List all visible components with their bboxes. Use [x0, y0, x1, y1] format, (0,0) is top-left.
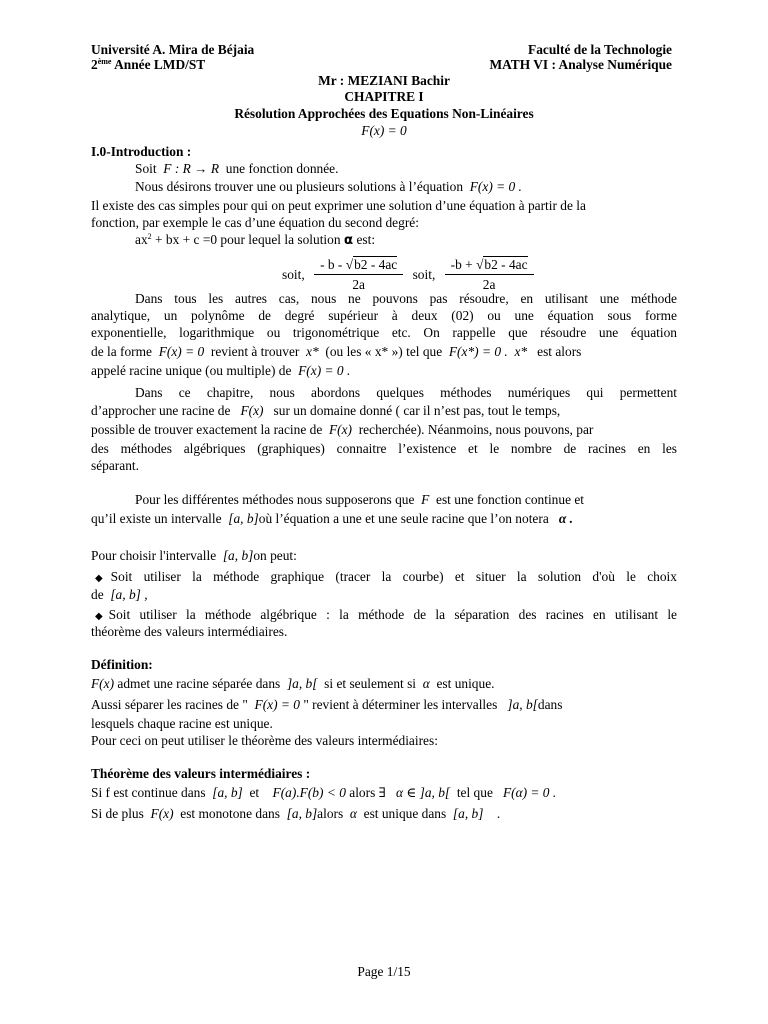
para1-line-4: de la forme F(x) = 0 revient à trouver x* (ou les « x* ») tel que F(x*) = 0 . x* est alors [91, 344, 582, 359]
para1-line-2: analytique, un polynôme de degré supérieur à deux (02) ou une équation sous forme [91, 308, 677, 323]
study-year: 2ème Année LMD/ST [91, 57, 206, 72]
solution-fraction-1: $\frac{- b - √b2 - 4ac}{2a}$ [314, 256, 403, 293]
university-name: Université A. Mira de Béjaia [91, 42, 255, 57]
para2-line-5: séparant. [91, 458, 139, 473]
diamond-bullet-icon: ◆ [95, 573, 111, 584]
para2-line-2: d’approcher une racine de F(x) sur un domaine donné ( car il n’est pas, tout le temps, [91, 403, 561, 418]
intro-line-1: Soit F : R → R une fonction donnée. [135, 161, 339, 176]
choose-interval-line: Pour choisir l'intervalle [a, b]on peut: [91, 548, 297, 563]
definition-line-3: lesquels chaque racine est unique. [91, 716, 273, 731]
theorem-line-1: Si f est continue dans [a, b] et F(a).F(b) < 0 alors ∃ α ∈ ]a, b[ tel que F(α) = 0 . [91, 785, 557, 800]
bullet-2-line-1: ◆Soit utiliser la méthode algébrique : la méthode de la séparation des racines en utilisant le [95, 607, 677, 622]
theorem-line-2: Si de plus F(x) est monotone dans [a, b]alors α est unique dans [a, b] . [91, 806, 501, 821]
definition-heading: Définition: [91, 657, 153, 672]
definition-line-1: F(x) admet une racine séparée dans ]a, b[ si et seulement si α est unique. [91, 676, 495, 691]
para1-line-3: exponentielle, logarithmique ou trigonométrique etc. On rappelle que résoudre une équation [91, 325, 677, 340]
quadratic-solutions: soit, $\frac{- b - √b2 - 4ac}{2a}$ soit, $\frac{-b + √b2 - 4ac}{2a}$ [282, 256, 540, 293]
faculty-name: Faculté de la Technologie [528, 42, 672, 57]
para2-line-1: Dans ce chapitre, nous abordons quelques méthodes numériques qui permettent [135, 385, 677, 400]
bullet-1-line-2: de [a, b] , [91, 587, 148, 602]
para2-line-4: des méthodes algébriques (graphiques) connaitre l’existence et le nombre de racines en les [91, 441, 677, 456]
quadratic-equation: $ax^2$ + bx + c =0 pour lequel la solution α est: [135, 232, 376, 248]
chapter-title: Résolution Approchées des Equations Non-Linéaires [234, 106, 534, 121]
definition-line-4: Pour ceci on peut utiliser le théorème des valeurs intermédiaires: [91, 733, 438, 748]
para1-line-5: appelé racine unique (ou multiple) de F(x) = 0 . [91, 363, 351, 378]
course-name: MATH VI : Analyse Numérique [489, 57, 672, 72]
para1-line-1: Dans tous les autres cas, nous ne pouvons pas résoudre, en utilisant une méthode [135, 291, 677, 306]
main-equation: F(x) = 0 [361, 123, 407, 138]
solution-fraction-2: $\frac{-b + √b2 - 4ac}{2a}$ [445, 256, 534, 293]
intro-line-3: Il existe des cas simples pour qui on peut exprimer une solution d’une équation à partir de la [91, 198, 586, 213]
intro-line-2: Nous désirons trouver une ou plusieurs solutions à l’équation F(x) = 0 . [135, 179, 522, 194]
para2-line-3: possible de trouver exactement la racine de F(x) recherchée). Néanmoins, nous pouvons, par [91, 422, 594, 437]
definition-line-2: Aussi séparer les racines de " F(x) = 0 " revient à déterminer les intervalles ]a, b[dans [91, 697, 563, 712]
teacher-name: Mr : MEZIANI Bachir [318, 73, 450, 88]
theorem-heading: Théorème des valeurs intermédiaires : [91, 766, 311, 781]
page-number: Page 1/15 [357, 964, 411, 979]
para3-line-1: Pour les différentes méthodes nous supposerons que F est une fonction continue et [135, 492, 585, 507]
bullet-2-line-2: théorème des valeurs intermédiaires. [91, 624, 288, 639]
intro-heading: I.0-Introduction : [91, 144, 192, 159]
diamond-bullet-icon: ◆ [95, 611, 109, 622]
bullet-1-line-1: ◆Soit utiliser la méthode graphique (tracer la courbe) et situer la solution d'où le choix [95, 569, 677, 584]
para3-line-2: qu’il existe un intervalle [a, b]où l’équation a une et une seule racine que l’on notera α . [91, 511, 573, 526]
intro-line-4: fonction, par exemple le cas d’une équation du second degré: [91, 215, 419, 230]
chapter-label: CHAPITRE I [344, 89, 424, 104]
